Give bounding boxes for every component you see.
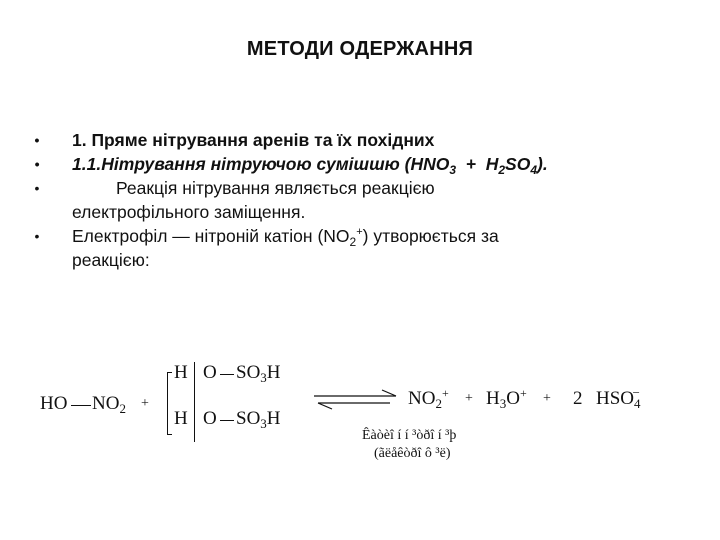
plus-sign: + — [465, 391, 473, 406]
list-item — [30, 176, 680, 224]
superscript: + — [356, 226, 363, 238]
bracket-line — [167, 372, 168, 434]
list-item — [30, 152, 680, 176]
product-nitronium: $NO_2^+$ — [408, 386, 449, 411]
reactant-no2: $NO_2$ — [92, 393, 126, 416]
sulfuric-h-top: H — [174, 362, 188, 383]
product-hydronium: $H_3O^+$ — [486, 386, 527, 411]
reactant-hono2: HO — [40, 393, 68, 414]
bullet-icon: • — [34, 228, 40, 244]
sulfuric-o-top: O — [203, 362, 217, 383]
bullet-icon: • — [34, 156, 40, 172]
bond-line — [220, 374, 234, 375]
list-item — [30, 224, 680, 272]
bracket-line — [167, 372, 172, 373]
subscript: 3 — [449, 163, 457, 177]
bullet-text: електрофільного заміщення. — [72, 202, 306, 222]
subscript: 2 — [498, 163, 506, 177]
reaction-scheme — [0, 350, 720, 480]
bond-line — [220, 420, 234, 421]
bullet-text: ) утворюється за — [362, 226, 499, 246]
sulfuric-so3h-bottom: $SO_3H$ — [236, 408, 281, 431]
bullet-text: + H — [456, 154, 499, 174]
product-hydrogensulfate: $HSO_4^-$ — [596, 385, 641, 411]
sulfuric-h-bottom: H — [174, 408, 188, 429]
bullet-icon: • — [34, 132, 40, 148]
bullet-text: ). — [537, 154, 548, 174]
bullet-icon: • — [34, 180, 40, 196]
caption-line2: (ãëåêòðî ô ³ë) — [374, 446, 451, 461]
bullet-text: Електрофіл — нітроній катіон (NO — [72, 226, 350, 246]
subscript: 4 — [530, 163, 538, 177]
coefficient: 2 — [573, 388, 583, 409]
subscript: 2 — [349, 235, 357, 249]
plus-sign: + — [543, 391, 551, 406]
bullet-text: 1. Пряме нітрування аренів та їх похідних — [72, 130, 435, 150]
page-title: МЕТОДИ ОДЕРЖАННЯ — [246, 38, 474, 60]
sulfuric-so3h-top: $SO_3H$ — [236, 362, 281, 385]
bullet-text: реакцією: — [72, 250, 150, 270]
bullet-text: 1.1.Нітрування нітруючою сумішшю (HNO — [72, 154, 450, 174]
bracket-line — [167, 434, 172, 435]
bullet-text: SO — [505, 154, 531, 174]
sulfuric-o-bottom: O — [203, 408, 217, 429]
bullet-list — [30, 128, 680, 272]
bond-line — [71, 405, 91, 406]
bullet-text: Реакція нітрування являється реакцією — [116, 178, 435, 198]
equilibrium-arrow-icon — [312, 388, 398, 412]
list-item — [30, 128, 680, 152]
bond-line — [194, 362, 195, 442]
caption-line1: Êàòèî í í ³òðî í ³þ — [362, 428, 457, 443]
plus-sign: + — [141, 396, 149, 411]
